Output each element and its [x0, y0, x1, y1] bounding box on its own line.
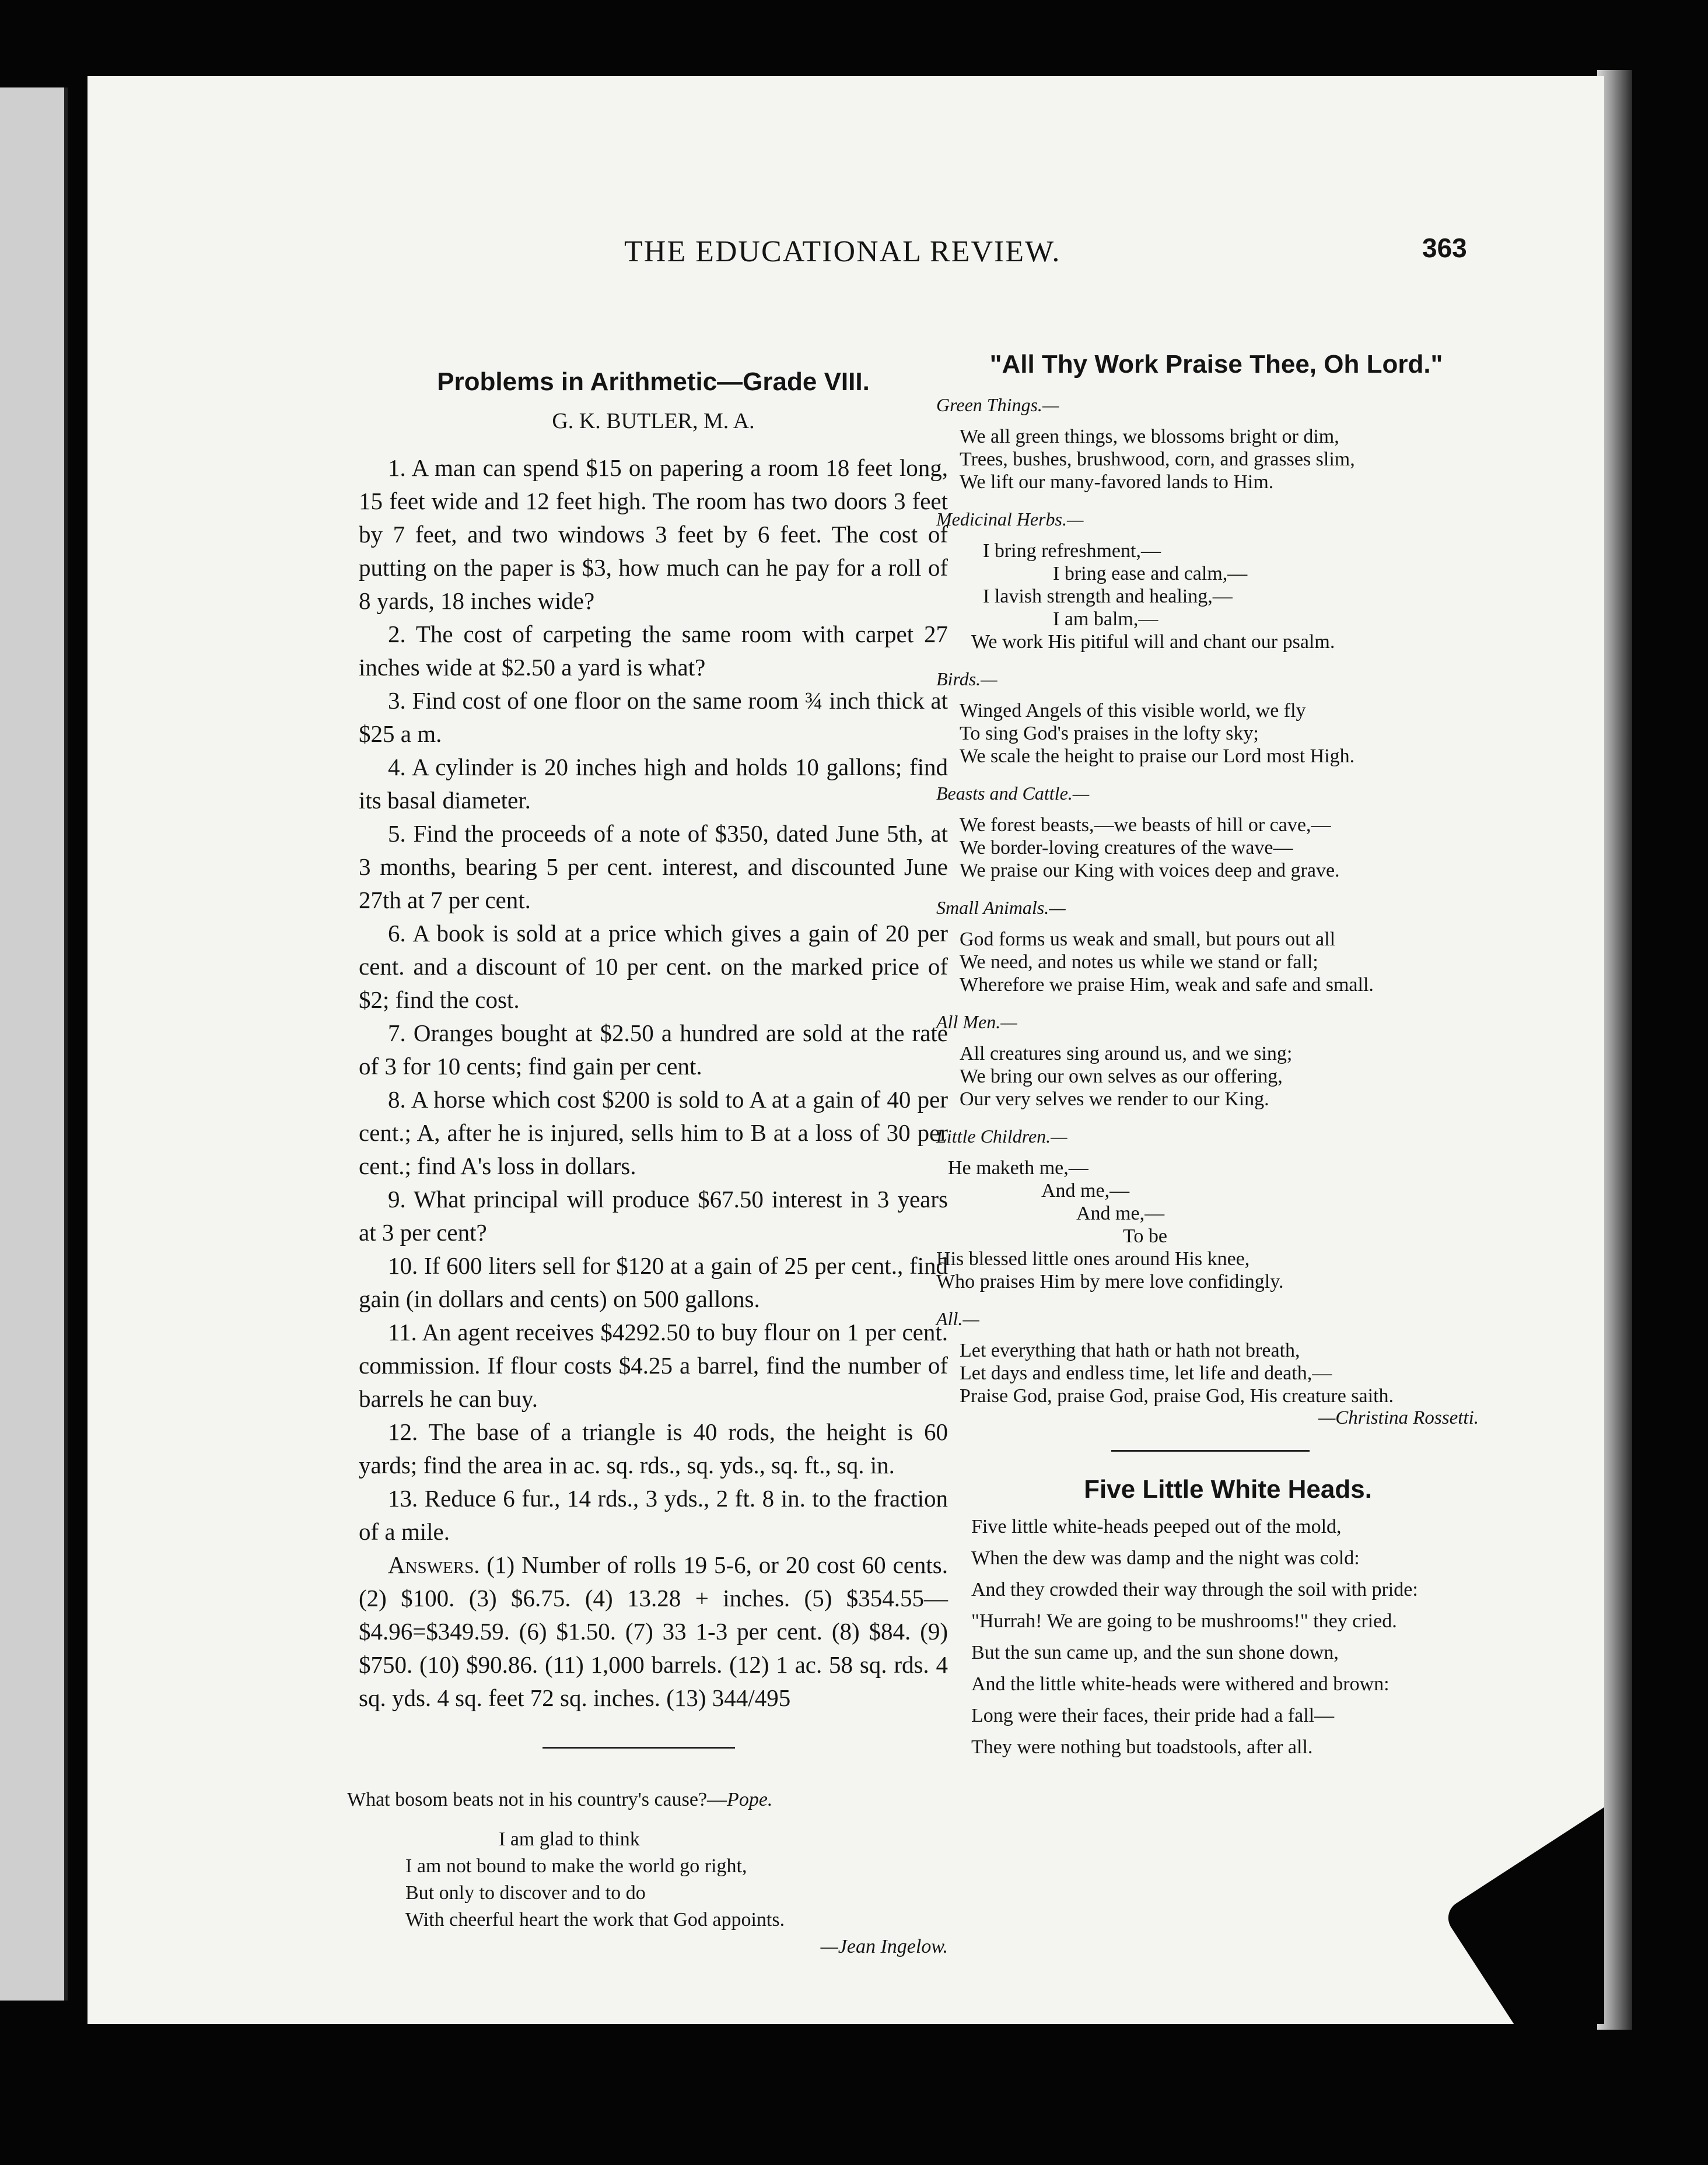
white-heads-line: They were nothing but toadstools, after all. — [971, 1736, 1313, 1758]
page-number: 363 — [1422, 233, 1467, 263]
scan-corner-shadow — [1441, 1779, 1604, 2024]
white-heads-line: Long were their faces, their pride had a fall— — [971, 1705, 1335, 1726]
ingelow-line: But only to discover and to do — [405, 1882, 646, 1904]
poem-line: Winged Angels of this visible world, we fly — [960, 700, 1306, 721]
poem-section-heading: Birds.— — [936, 668, 998, 689]
problem-item: 13. Reduce 6 fur., 14 rds., 3 yds., 2 ft. 8 in. to the fraction of a mile. — [359, 1485, 948, 1545]
poem-section-heading: Green Things.— — [936, 394, 1059, 415]
poem-line: To be — [1123, 1225, 1167, 1247]
left-column — [347, 367, 949, 1960]
poem-line: He maketh me,— — [948, 1157, 1088, 1179]
problem-item: 8. A horse which cost $200 is sold to A at a gain of 40 per cent.; A, after he is injured, sells him to B at a loss of 30 per cent.; find A's loss in dollars. — [359, 1086, 948, 1179]
section-divider — [1111, 1450, 1310, 1452]
white-heads-line: When the dew was damp and the night was cold: — [971, 1547, 1360, 1569]
poem-line: We forest beasts,—we beasts of hill or cave,— — [960, 814, 1331, 836]
poem-title: "All Thy Work Praise Thee, Oh Lord." — [989, 350, 1443, 379]
poem-line: I bring refreshment,— — [983, 540, 1161, 562]
poem-section-heading: Beasts and Cattle.— — [936, 783, 1090, 804]
poem-attribution: —Christina Rossetti. — [1318, 1407, 1479, 1428]
poem-line: We praise our King with voices deep and grave. — [960, 860, 1340, 881]
poem-line: I am balm,— — [1053, 608, 1158, 630]
poem-line: We work His pitiful will and chant our psalm. — [971, 631, 1335, 653]
poem-line: We bring our own selves as our offering, — [960, 1066, 1283, 1087]
poem-line: We border-loving creatures of the wave— — [960, 837, 1293, 859]
pope-quote — [347, 1786, 948, 1813]
answers-text: (1) Number of rolls 19 5-6, or 20 cost 60 cents. (2) $100. (3) $6.75. (4) 13.28 + inches. (5) $354.55—$4.96=$349.59. (6) $1.50. (7) 33 1-3 per cent. (8) $84. (9) $750. (10) $90.86. (11) 1,000 barrels. (12) 1 ac. 58 sq. rds. 4 sq. yds. 4 sq. feet 72 sq. inches. (13) 344/495 — [359, 1551, 949, 1711]
ingelow-quote — [359, 1826, 948, 1960]
poem-line: We scale the height to praise our Lord most High. — [960, 745, 1355, 767]
poem-line: Trees, bushes, brushwood, corn, and grasses slim, — [960, 449, 1355, 470]
poem-section-heading: Medicinal Herbs.— — [936, 509, 1084, 530]
poem-section-heading: Little Children.— — [936, 1126, 1068, 1147]
problem-item: 7. Oranges bought at $2.50 a hundred are sold at the rate of 3 for 10 cents; find gain per cent. — [359, 1020, 948, 1080]
problem-item: 12. The base of a triangle is 40 rods, the height is 60 yards; find the area in ac. sq. rds., sq. yds., sq. ft., sq. in. — [359, 1418, 948, 1479]
poem-line: Let everything that hath or hath not breath, — [960, 1340, 1300, 1361]
poem-line: I bring ease and calm,— — [1053, 563, 1248, 584]
poem-line: God forms us weak and small, but pours out all — [960, 929, 1336, 950]
answers-label: Answers. — [388, 1551, 480, 1578]
poem-section-heading: Small Animals.— — [936, 897, 1066, 918]
problem-item: 1. A man can spend $15 on papering a room 18 feet long, 15 feet wide and 12 feet high. The room has two doors 3 feet by 7 feet, and two windows 3 feet by 6 feet. The cost of putting on the paper is $3, how much can he pay for a roll of 8 yards, 18 inches wide? — [359, 454, 948, 614]
poem-line: All creatures sing around us, and we sing; — [960, 1043, 1293, 1064]
problem-item: 11. An agent receives $4292.50 to buy flour on 1 per cent. commission. If flour costs $4.25 a barrel, find the number of barrels he can buy. — [359, 1319, 948, 1412]
ingelow-line: With cheerful heart the work that God appoints. — [405, 1909, 785, 1931]
facing-page-edge — [0, 87, 68, 2001]
arithmetic-title: Problems in Arithmetic—Grade VIII. — [437, 367, 870, 396]
poem-line: To sing God's praises in the lofty sky; — [960, 723, 1259, 744]
poem-sections — [936, 394, 1496, 1407]
poem-line: Praise God, praise God, praise God, His creature saith. — [960, 1385, 1394, 1407]
problem-item: 5. Find the proceeds of a note of $350, dated June 5th, at 3 months, bearing 5 per cent. interest, and discounted June 27th at 7 per cent. — [359, 820, 948, 913]
white-heads-line: Five little white-heads peeped out of the mold, — [971, 1516, 1342, 1537]
poem-section-heading: All.— — [936, 1308, 979, 1329]
poem-line: Our very selves we render to our King. — [960, 1088, 1269, 1110]
ingelow-line: I am not bound to make the world go right, — [405, 1855, 747, 1877]
answers-paragraph — [359, 1549, 948, 1715]
poem-line: Let days and endless time, let life and death,— — [960, 1362, 1332, 1384]
section-divider — [542, 1747, 735, 1749]
journal-page — [88, 76, 1604, 2024]
white-heads-line: But the sun came up, and the sun shone down, — [971, 1642, 1339, 1663]
problem-item: 10. If 600 liters sell for $120 at a gain of 25 per cent., find gain (in dollars and cents) on 500 gallons. — [359, 1252, 948, 1312]
ingelow-line: I am glad to think — [499, 1828, 640, 1850]
ingelow-author: —Jean Ingelow. — [820, 1936, 948, 1957]
poem-line: I lavish strength and healing,— — [983, 586, 1233, 607]
poem-line: We need, and notes us while we stand or fall; — [960, 951, 1318, 973]
white-heads-line: "Hurrah! We are going to be mushrooms!" they cried. — [971, 1610, 1397, 1632]
problem-item: 6. A book is sold at a price which gives a gain of 20 per cent. and a discount of 10 per cent. on the marked price of $2; find the cost. — [359, 920, 948, 1013]
poem-line: And me,— — [1076, 1203, 1165, 1224]
right-column — [936, 350, 1496, 1763]
arithmetic-byline: G. K. BUTLER, M. A. — [552, 409, 755, 433]
problem-item: 3. Find cost of one floor on the same room ¾ inch thick at $25 a m. — [359, 687, 948, 747]
problem-item: 9. What principal will produce $67.50 interest in 3 years at 3 per cent? — [359, 1186, 948, 1246]
white-heads-title: Five Little White Heads. — [1084, 1475, 1372, 1504]
problem-item: 4. A cylinder is 20 inches high and holds 10 gallons; find its basal diameter. — [359, 754, 948, 814]
white-heads-poem — [936, 1511, 1496, 1763]
running-head: THE EDUCATIONAL REVIEW. — [624, 235, 1061, 268]
poem-line: We lift our many-favored lands to Him. — [960, 471, 1274, 493]
poem-line: His blessed little ones around His knee, — [936, 1248, 1250, 1270]
pope-author: Pope. — [727, 1789, 773, 1810]
pope-quote-text: What bosom beats not in his country's cause?— — [347, 1789, 727, 1810]
problem-item: 2. The cost of carpeting the same room with carpet 27 inches wide at $2.50 a yard is what? — [359, 621, 948, 681]
white-heads-line: And the little white-heads were withered and brown: — [971, 1673, 1390, 1695]
poem-line: Who praises Him by mere love confidingly. — [936, 1271, 1284, 1292]
poem-line: Wherefore we praise Him, weak and safe and small. — [960, 974, 1374, 996]
poem-section-heading: All Men.— — [936, 1011, 1017, 1032]
poem-line: And me,— — [1041, 1180, 1130, 1201]
white-heads-line: And they crowded their way through the soil with pride: — [971, 1579, 1418, 1600]
poem-line: We all green things, we blossoms bright or dim, — [960, 426, 1339, 447]
problem-list — [359, 451, 948, 1549]
